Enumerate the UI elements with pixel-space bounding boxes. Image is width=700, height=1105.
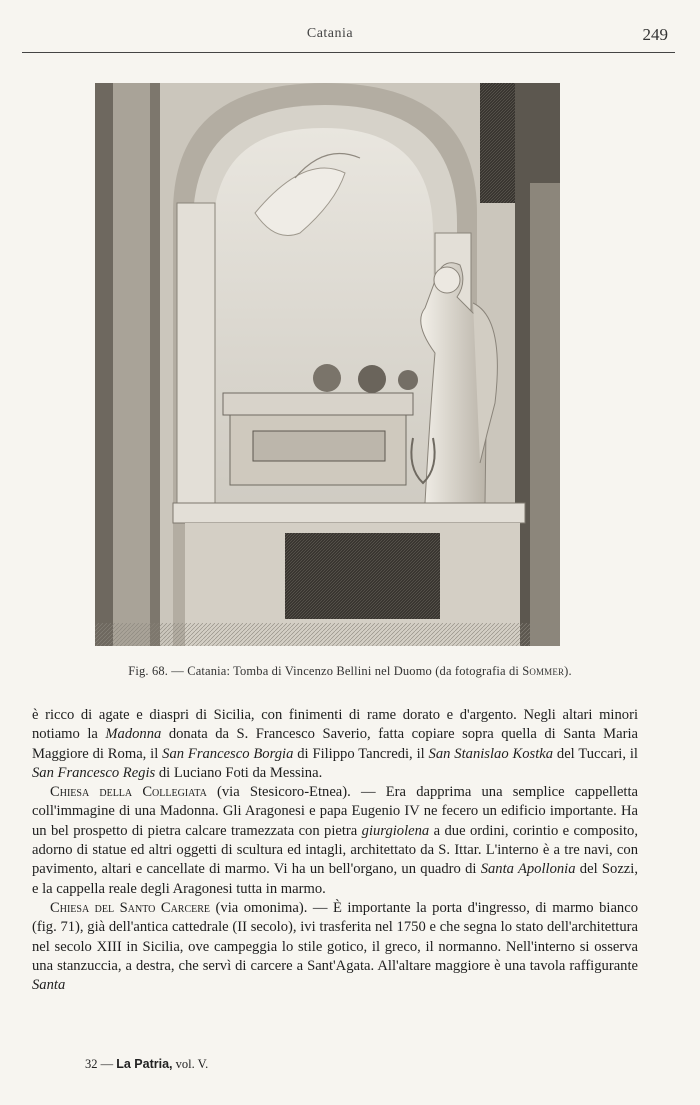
text-run: donata da S. Francesco Saverio, fatta copiare sopra quella di Santa Maria Maggiore di Roma, il (32, 726, 638, 762)
artwork-title: San Stanislao Kostka (428, 745, 554, 762)
text-run: (via omonima). — È importante la porta d'ingresso, di marmo bianco (fig. 71), già dell'antica cattedrale (II secolo), ivi trasferita nel 1750 e che segna lo stato dell'architettura nel secolo XIII in Sicilia, ove campeggia lo stile gotico, il greco, il normanno. Nell'interno si osserva una stanzuccia, a destra, che servì di carcere a Sant'Agata. All'altare maggiore è una tavola raffigurante (32, 899, 638, 974)
paragraph-duomo-continued (32, 706, 638, 783)
artwork-title: San Francesco Regis (32, 764, 156, 781)
tomb-illustration (95, 83, 560, 646)
footer-signature (85, 1057, 208, 1072)
artwork-title: San Francesco Borgia (162, 745, 294, 762)
text-run: a due ordini, corintio e composito, adorno di statue ed altri oggetti di scultura ed intagli, architettato da S. Ittar. L'interno è a tre navi, con pavimento, altari e cancellate di marmo. Vi ha un bell'organo, un quadro di (32, 822, 638, 878)
figure-tomb-engraving (95, 83, 560, 646)
paragraph-collegiata (32, 783, 638, 899)
page-number: 249 (642, 25, 668, 44)
section-heading: Chiesa della Collegiata (50, 784, 207, 801)
section-heading: Chiesa del Santo Carcere (50, 899, 211, 916)
figure-caption (0, 664, 700, 679)
italic-term: giurgiolena (361, 822, 430, 839)
signature-dash: — (97, 1057, 117, 1071)
artwork-title: Santa Apollonia (480, 861, 576, 878)
artwork-title: Santa (32, 977, 66, 994)
text-run: di Luciano Foti da Messina. (155, 764, 323, 781)
artwork-title: Madonna (105, 726, 162, 743)
text-run: del Tuccari, il (553, 745, 638, 762)
paragraph-santo-carcere (32, 899, 638, 995)
text-run: è ricco di agate e diaspri di Sicilia, con finimenti di rame dorato e d'argento. Negli altari minori notiamo la (32, 707, 638, 743)
caption-text: Fig. 68. — Catania: Tomba di Vincenzo Bellini nel Duomo (da fotografia di (128, 664, 523, 678)
text-run: (via Stesicoro-Etnea). — Era dapprima una semplice cappelletta coll'immagine di una Madonna. Gli Aragonesi e papa Eugenio IV ne fecero un edificio importante. Ha un bel prospetto di pietra calcare tramezzata con pietra (32, 784, 639, 839)
running-head (0, 26, 700, 48)
text-run: di Filippo Tancredi, il (293, 745, 429, 762)
caption-photo-credit: Sommer (522, 664, 565, 678)
running-title: Catania (306, 26, 354, 41)
signature-number: 32 (85, 1057, 98, 1071)
body-text (32, 706, 638, 995)
header-rule (22, 52, 675, 53)
volume-label: vol. V. (172, 1057, 209, 1071)
series-title: La Patria, (116, 1057, 173, 1071)
text-run: del Sozzi, e la cappella reale degli Aragonesi tutta in marmo. (32, 861, 638, 897)
caption-end: ). (564, 664, 572, 678)
